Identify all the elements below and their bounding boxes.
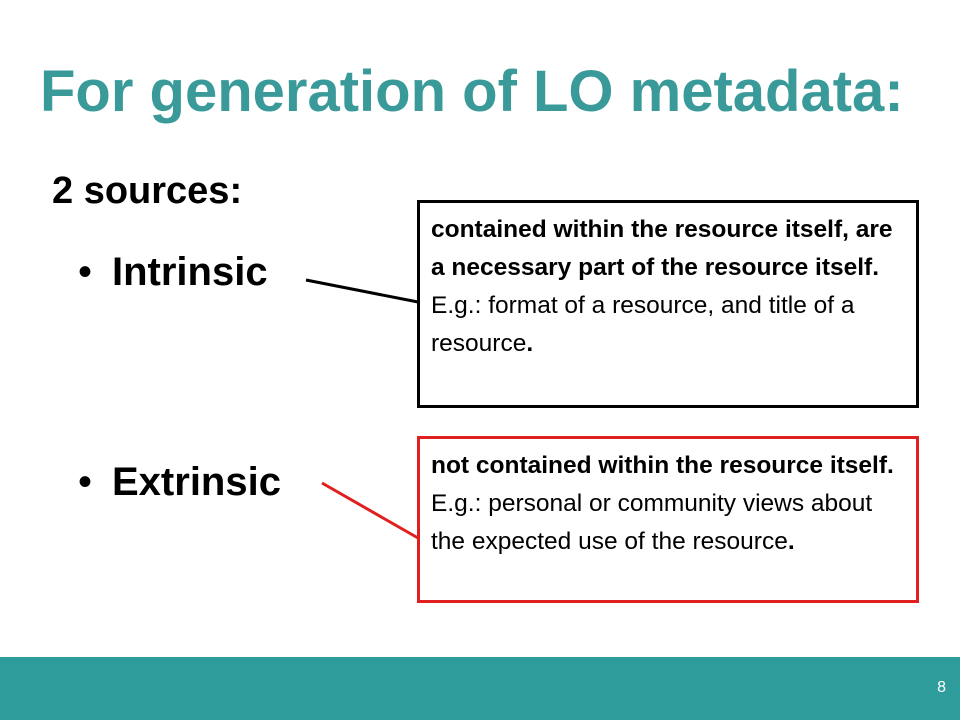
bullet-dot: •	[78, 250, 93, 294]
page-number: 8	[937, 679, 946, 696]
bullet-label-intrinsic: Intrinsic	[112, 250, 268, 294]
intrinsic-definition-bold: contained within the resource itself, are a necessary part of the resource itself.	[431, 216, 893, 281]
extrinsic-definition-example: E.g.: personal or community views about the expected use of the resource	[431, 490, 873, 555]
sources-heading: 2 sources:	[52, 170, 243, 212]
extrinsic-definition-box	[417, 436, 919, 603]
footer-bar	[0, 657, 960, 720]
intrinsic-definition-example: E.g.: format of a resource, and title of a resource	[431, 292, 855, 357]
intrinsic-definition-box	[417, 200, 919, 408]
bullet-dot: •	[78, 460, 93, 504]
intrinsic-definition-end: .	[526, 330, 534, 357]
extrinsic-definition-end: .	[787, 528, 795, 555]
intrinsic-connector-line	[306, 280, 418, 302]
extrinsic-connector-line	[322, 483, 418, 538]
bullet-label-extrinsic: Extrinsic	[112, 460, 281, 504]
extrinsic-definition-bold: not contained within the resource itself.	[431, 452, 894, 479]
slide-title: For generation of LO metadata:	[40, 59, 904, 124]
